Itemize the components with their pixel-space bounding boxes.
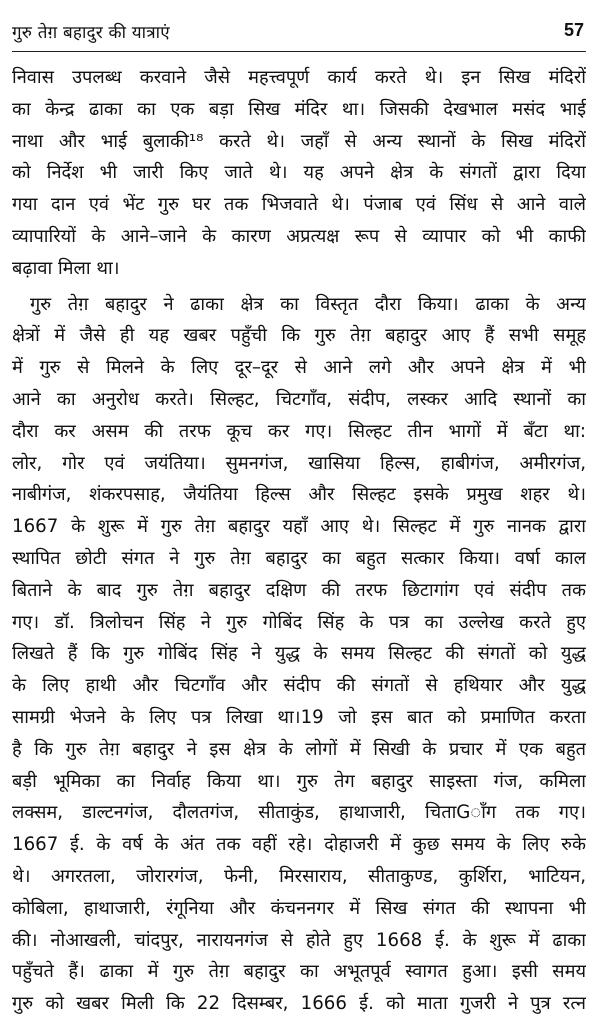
running-head: गुरु तेग़ बहादुर की यात्राएं: [12, 23, 170, 43]
text-line: में गुरु से मिलने के लिए दूर–दूर से आने लगे और अपने क्षेत्र में भी: [12, 357, 586, 379]
text-line: थे। अगरतला, जोरारगंज, फेनी, मिरसाराय, सीताकुण्ड, कुर्शिरा, भाटियन,: [12, 865, 586, 887]
text-line: पहुँचते हैं। ढाका में गुरु तेग़ बहादुर का अभूतपूर्व स्वागत हुआ। इसी समय: [12, 961, 586, 983]
page-number: 57: [563, 20, 584, 40]
text-line: नाबीगंज, शंकरपसाह, जैयंतिया हिल्स और सिल्हट इसके प्रमुख शहर थे।: [12, 484, 586, 506]
text-line: गुरु को खबर मिली कि 22 दिसम्बर, 1666 ई. को माता गुजरी ने पुत्र रत्न: [12, 993, 586, 1015]
paragraph-1: [12, 62, 586, 285]
text-line: कोबिला, हाथाजारी, रंगूनिया और कंचननगर में सिख संगत की स्थापना भी: [12, 897, 586, 919]
text-line: बढ़ावा मिला था।: [12, 257, 120, 279]
text-line: सामग्री भेजने के लिए पत्र लिखा था।19 जो इस बात को प्रमाणित करता: [12, 706, 586, 728]
text-line: लक्सम, डाल्टनगंज, दौलतगंज, सीताकुंड, हाथाजारी, चिताGाँग तक गए।: [12, 802, 586, 824]
text-line: निवास उपलब्ध करवाने जैसे महत्त्वपूर्ण कार्य करते थे। इन सिख मंदिरों: [12, 67, 586, 88]
text-line: बिताने के बाद गुरु तेग़ बहादुर दक्षिण की तरफ छिटागांग एवं संदीप तक: [12, 579, 586, 601]
body-text: [12, 62, 586, 1020]
text-line: नाथा और भाई बुलाकी¹⁸ करते थे। जहाँ से अन्य स्थानों के सिख मंदिरों: [12, 130, 586, 152]
text-line: है कि गुरु तेग़ बहादुर ने इस क्षेत्र के लोगों में सिखी के प्रचार में एक बहुत: [12, 738, 586, 760]
text-line: दौरा कर असम की तरफ कूच कर गए। सिल्हट तीन भागों में बँटा था:: [12, 420, 586, 442]
text-line: की। नोआखली, चांदपुर, नारायनगंज से होते हुए 1668 ई. के शुरू में ढाका: [12, 929, 586, 951]
page-header: [12, 0, 586, 52]
text-line: बड़ी भूमिका का निर्वाह किया था। गुरु तेग बहादुर साइस्ता गंज, कमिला: [12, 770, 586, 792]
text-line: गया दान एवं भेंट गुरु घर तक भिजवाते थे। पंजाब एवं सिंध से आने वाले: [12, 194, 586, 216]
text-line: को निर्देश भी जारी किए जाते थे। यह अपने क्षेत्र के संगतों द्वारा दिया: [12, 162, 586, 184]
text-line: लिखते हैं कि गुरु गोबिंद सिंह ने युद्ध के समय सिल्हट की संगतों को युद्ध: [12, 643, 586, 665]
text-line: क्षेत्रों में जैसे ही यह खबर पहुँची कि गुरु तेग़ बहादुर आए हैं सभी समूह: [12, 325, 586, 347]
paragraph-2: [12, 289, 586, 1020]
text-line: गए। डॉ. त्रिलोचन सिंह ने गुरु गोबिंद सिंह के पत्र का उल्लेख करते हुए: [12, 611, 586, 633]
text-line: लोर, गोर एवं जयंतिया। सुमनगंज, खासिया हिल्स, हाबीगंज, अमीरगंज,: [12, 452, 586, 474]
text-line: का केन्द्र ढाका का एक बड़ा सिख मंदिर था। जिसकी देखभाल मसंद भाई: [12, 98, 586, 120]
text-line: 1667 के शुरू में गुरु तेग़ बहादुर यहाँ आए थे। सिल्हट में गुरु नानक द्वारा: [12, 516, 586, 538]
text-line: आने का अनुरोध करते। सिल्हट, चिटगाँव, संदीप, लस्कर आदि स्थानों का: [12, 388, 586, 410]
text-line: स्थापित छोटी संगत ने गुरु तेग़ बहादुर का बहुत सत्कार किया। वर्षा काल: [12, 547, 586, 569]
text-line: व्यापारियों के आने–जाने के कारण अप्रत्यक्ष रूप से व्यापार को भी काफी: [12, 225, 586, 247]
text-line: के लिए हाथी और चिटगाँव और संदीप की संगतों से हथियार और युद्ध: [12, 675, 586, 697]
text-line: गुरु तेग़ बहादुर ने ढाका क्षेत्र का विस्तृत दौरा किया। ढाका के अन्य: [30, 293, 586, 315]
text-line: 1667 ई. के वर्ष के अंत तक वहीं रहे। दोहाजरी में कुछ समय के लिए रुके: [12, 834, 586, 856]
